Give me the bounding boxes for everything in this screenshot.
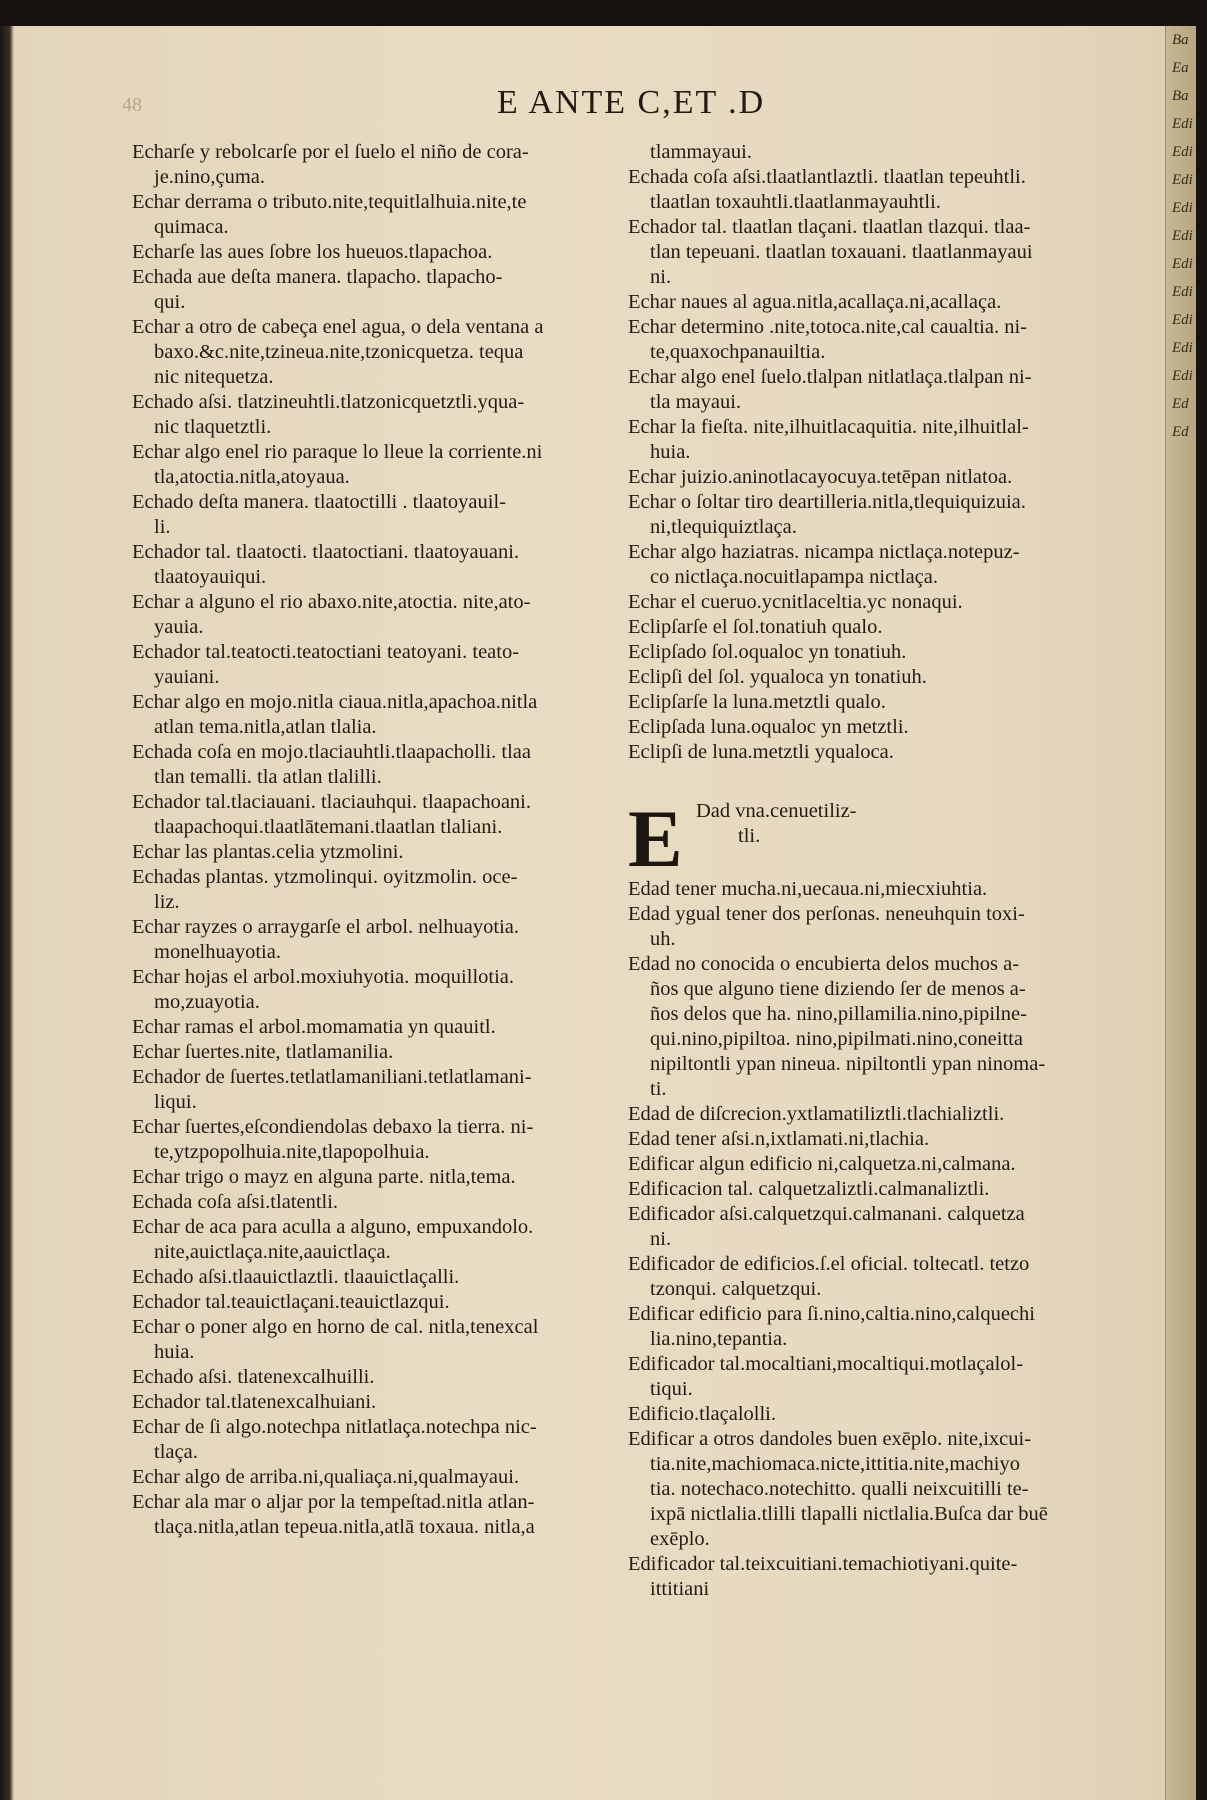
dictionary-entry-line: Echadas plantas. ytzmolinqui. oyitzmolin. oce- (132, 866, 518, 888)
dictionary-entry-line: Echar determino .nite,totoca.nite,cal caualtia. ni- (628, 316, 1027, 338)
margin-fragment: Edi (1172, 312, 1193, 328)
dictionary-entry-line: Echador tal.teauictlaçani.teauictlazqui. (132, 1291, 450, 1313)
margin-fragment: Edi (1172, 116, 1193, 132)
entry-continuation-line: tlan temalli. tla atlan tlalilli. (154, 766, 382, 788)
entry-continuation-line: huia. (154, 1341, 195, 1363)
entry-continuation-line: tlaatoyauiqui. (154, 566, 267, 588)
dictionary-entry-line: Echar algo haziatras. nicampa nictlaça.notepuz- (628, 541, 1020, 563)
entry-continuation-line: tlammayaui. (650, 141, 752, 163)
book-page (0, 26, 1196, 1800)
dictionary-entry-line: Echada aue deſta manera. tlapacho. tlapacho- (132, 266, 503, 288)
entry-continuation-line: tlaça. (154, 1441, 198, 1463)
right-column-top-entries (628, 140, 1098, 765)
dictionary-entry-line: Echarſe las aues ſobre los hueuos.tlapachoa. (132, 241, 493, 263)
drop-cap-line: tli. (738, 825, 761, 847)
dictionary-entry-line: Eclipſada luna.oqualoc yn metztli. (628, 716, 909, 738)
left-column (132, 140, 602, 1540)
dictionary-entry-line: Echado deſta manera. tlaatoctilli . tlaatoyauil- (132, 491, 506, 513)
entry-continuation-line: tlan tepeuani. tlaatlan toxauani. tlaatlanmayaui (650, 241, 1033, 263)
dictionary-entry-line: Echar derrama o tributo.nite,tequitlalhuia.nite,te (132, 191, 527, 213)
dictionary-entry-line: Eclipſi del ſol. yqualoca yn tonatiuh. (628, 666, 927, 688)
dictionary-entry-line: Echar juizio.aninotlacayocuya.tetēpan nitlatoa. (628, 466, 1013, 488)
entry-continuation-line: tla,atoctia.nitla,atoyaua. (154, 466, 350, 488)
dictionary-entry-line: Echador tal.tlaciauani. tlaciauhqui. tlaapachoani. (132, 791, 531, 813)
dictionary-entry-line: Echar a otro de cabeça enel agua, o dela ventana a (132, 316, 544, 338)
entry-continuation-line: tiqui. (650, 1378, 693, 1400)
dictionary-entry-line: Echador tal.teatocti.teatoctiani teatoyani. teato- (132, 641, 520, 663)
entry-continuation-line: quimaca. (154, 216, 229, 238)
folio-number: 48 (122, 94, 142, 116)
right-column-bottom-entries (628, 877, 1098, 1602)
entry-continuation-line: tlaatlan toxauhtli.tlaatlanmayauhtli. (650, 191, 941, 213)
dictionary-entry-line: Echar hojas el arbol.moxiuhyotia. moquillotia. (132, 966, 515, 988)
dictionary-entry-line: Edificador tal.mocaltiani,mocaltiqui.motlaçalol- (628, 1353, 1024, 1375)
dictionary-entry-line: Edad tener aſsi.n,ixtlamati.ni,tlachia. (628, 1128, 930, 1150)
entry-continuation-line: mo,zuayotia. (154, 991, 260, 1013)
entry-continuation-line: ittitiani (650, 1578, 710, 1600)
dictionary-entry-line: Echar el cueruo.ycnitlaceltia.yc nonaqui. (628, 591, 963, 613)
entry-continuation-line: qui.nino,pipiltoa. nino,pipilmati.nino,coneitta (650, 1028, 1023, 1050)
adjacent-page-margin (1165, 26, 1196, 1800)
margin-fragment: Ea (1172, 60, 1189, 76)
margin-fragment: Ed (1172, 424, 1189, 440)
margin-fragment: Edi (1172, 340, 1193, 356)
dictionary-entry-line: Echador tal.tlatenexcalhuiani. (132, 1391, 377, 1413)
entry-continuation-line: monelhuayotia. (154, 941, 281, 963)
dictionary-entry-line: Echar rayzes o arraygarſe el arbol. nelhuayotia. (132, 916, 520, 938)
dictionary-entry-line: Echar las plantas.celia ytzmolini. (132, 841, 404, 863)
dictionary-entry-line: Edificar algun edificio ni,calquetza.ni,calmana. (628, 1153, 1016, 1175)
page-gutter-shadow (0, 26, 14, 1800)
entry-continuation-line: tlaapachoqui.tlaatlātemani.tlaatlan tlaliani. (154, 816, 503, 838)
dictionary-entry-line: Echar de ſi algo.notechpa nitlatlaça.notechpa nic- (132, 1416, 537, 1438)
dictionary-entry-line: Edificio.tlaçalolli. (628, 1403, 777, 1425)
entry-continuation-line: liz. (154, 891, 180, 913)
entry-continuation-line: uh. (650, 928, 676, 950)
right-column (628, 140, 1098, 1602)
dictionary-entry-line: Echar de aca para aculla a alguno, empuxandolo. (132, 1216, 534, 1238)
entry-continuation-line: ni. (650, 266, 672, 288)
dictionary-entry-line: Edificador aſsi.calquetzqui.calmanani. calquetza (628, 1203, 1025, 1225)
entry-continuation-line: co nictlaça.nocuitlapampa nictlaça. (650, 566, 938, 588)
dictionary-entry-line: Echar a alguno el rio abaxo.nite,atoctia. nite,ato- (132, 591, 531, 613)
section-initial-block (628, 793, 1098, 884)
entry-continuation-line: yauiani. (154, 666, 220, 688)
dictionary-entry-line: Echarſe y rebolcarſe por el ſuelo el niño de cora- (132, 141, 529, 163)
entry-continuation-line: ti. (650, 1078, 667, 1100)
margin-fragment: Edi (1172, 256, 1193, 272)
entry-continuation-line: liqui. (154, 1091, 197, 1113)
margin-fragment: Edi (1172, 228, 1193, 244)
entry-continuation-line: tlaça.nitla,atlan tepeua.nitla,atlā toxaua. nitla,a (154, 1516, 535, 1538)
dictionary-entry-line: Echado aſsi.tlaauictlaztli. tlaauictlaçalli. (132, 1266, 460, 1288)
dictionary-entry-line: Eclipſado ſol.oqualoc yn tonatiuh. (628, 641, 907, 663)
section-break (628, 765, 1098, 799)
dictionary-entry-line: Edificar edificio para ſi.nino,caltia.nino,calquechi (628, 1303, 1035, 1325)
entry-continuation-line: ños que alguno tiene diziendo ſer de menos a- (650, 978, 1026, 1000)
entry-continuation-line: nic nitequetza. (154, 366, 274, 388)
entry-continuation-line: ni,tlequiquiztlaça. (650, 516, 797, 538)
margin-fragment: Edi (1172, 368, 1193, 384)
dictionary-entry-line: Echar algo enel rio paraque lo lleue la corriente.ni (132, 441, 543, 463)
dictionary-entry-line: Echar ſuertes.nite, tlatlamanilia. (132, 1041, 394, 1063)
dictionary-entry-line: Echar la fieſta. nite,ilhuitlacaquitia. nite,ilhuitlal- (628, 416, 1029, 438)
dictionary-entry-line: Echada coſa en mojo.tlaciauhtli.tlaapacholli. tlaa (132, 741, 532, 763)
dictionary-entry-line: Echar naues al agua.nitla,acallaça.ni,acallaça. (628, 291, 1002, 313)
dictionary-entry-line: Edificador tal.teixcuitiani.temachiotiyani.quite- (628, 1553, 1018, 1575)
running-head: E ANTE C,ET .D (497, 84, 766, 121)
dictionary-entry-line: Edad ygual tener dos perſonas. neneuhquin toxi- (628, 903, 1025, 925)
margin-fragment: Ba (1172, 88, 1189, 104)
dictionary-entry-line: Eclipſarſe el ſol.tonatiuh qualo. (628, 616, 883, 638)
entry-continuation-line: nic tlaquetztli. (154, 416, 272, 438)
entry-continuation-line: nipiltontli ypan nineua. nipiltontli ypan ninoma- (650, 1053, 1046, 1075)
dictionary-entry-line: Echar trigo o mayz en alguna parte. nitla,tema. (132, 1166, 516, 1188)
entry-continuation-line: atlan tema.nitla,atlan tlalia. (154, 716, 377, 738)
entry-continuation-line: tzonqui. calquetzqui. (650, 1278, 822, 1300)
dictionary-entry-line: Edificar a otros dandoles buen exēplo. nite,ixcui- (628, 1428, 1032, 1450)
entry-continuation-line: qui. (154, 291, 186, 313)
margin-fragment: Edi (1172, 200, 1193, 216)
dictionary-entry-line: Echar ſuertes,eſcondiendolas debaxo la tierra. ni- (132, 1116, 534, 1138)
dictionary-entry-line: Echar algo de arriba.ni,qualiaça.ni,qualmayaui. (132, 1466, 520, 1488)
dictionary-entry-line: Echar ala mar o aljar por la tempeſtad.nitla atlan- (132, 1491, 535, 1513)
dictionary-entry-line: Echar algo en mojo.nitla ciaua.nitla,apachoa.nitla (132, 691, 538, 713)
dictionary-entry-line: Echar o ſoltar tiro deartilleria.nitla,tlequiquizuia. (628, 491, 1026, 513)
entry-continuation-line: tla mayaui. (650, 391, 742, 413)
dictionary-entry-line: Echar algo enel ſuelo.tlalpan nitlatlaça.tlalpan ni- (628, 366, 1032, 388)
margin-fragment: Ba (1172, 32, 1189, 48)
entry-continuation-line: lia.nino,tepantia. (650, 1328, 788, 1350)
entry-continuation-line: exēplo. (650, 1528, 710, 1550)
dictionary-entry-line: Echador tal. tlaatlan tlaçani. tlaatlan tlazqui. tlaa- (628, 216, 1031, 238)
drop-cap-line: Dad vna.cenuetiliz- (696, 800, 857, 822)
dictionary-entry-line: Eclipſarſe la luna.metztli qualo. (628, 691, 886, 713)
dictionary-entry-line: Eclipſi de luna.metztli yqualoca. (628, 741, 894, 763)
dictionary-entry-line: Echar ramas el arbol.momamatia yn quauitl. (132, 1016, 496, 1038)
dictionary-entry-line: Echador tal. tlaatocti. tlaatoctiani. tlaatoyauani. (132, 541, 520, 563)
dictionary-entry-line: Echador de ſuertes.tetlatlamaniliani.tetlatlamani- (132, 1066, 532, 1088)
dictionary-entry-line: Echar o poner algo en horno de cal. nitla,tenexcal (132, 1316, 539, 1338)
entry-continuation-line: nite,auictlaça.nite,aauictlaça. (154, 1241, 391, 1263)
entry-continuation-line: tia.nite,machiomaca.nicte,ittitia.nite,machiyo (650, 1453, 1021, 1475)
dictionary-entry-line: Echada coſa aſsi.tlatentli. (132, 1191, 339, 1213)
entry-continuation-line: te,quaxochpanauiltia. (650, 341, 826, 363)
entry-continuation-line: ixpā nictlalia.tlilli tlapalli nictlalia.Buſca dar buē (650, 1503, 1048, 1525)
margin-fragment: Edi (1172, 144, 1193, 160)
entry-continuation-line: te,ytzpopolhuia.nite,tlapopolhuia. (154, 1141, 430, 1163)
dictionary-entry-line: Echado aſsi. tlatzineuhtli.tlatzonicquetztli.yqua- (132, 391, 525, 413)
dictionary-entry-line: Edad no conocida o encubierta delos muchos a- (628, 953, 1020, 975)
entry-continuation-line: yauia. (154, 616, 204, 638)
dictionary-entry-line: Edad de diſcrecion.yxtlamatiliztli.tlachializtli. (628, 1103, 1005, 1125)
dictionary-entry-line: Edificacion tal. calquetzaliztli.calmanaliztli. (628, 1178, 990, 1200)
dictionary-entry-line: Echado aſsi. tlatenexcalhuilli. (132, 1366, 375, 1388)
margin-fragment: Edi (1172, 172, 1193, 188)
dictionary-entry-line: Edificador de edificios.ſ.el oficial. toltecatl. tetzo (628, 1253, 1030, 1275)
entry-continuation-line: tia. notechaco.notechitto. qualli neixcuitilli te- (650, 1478, 1029, 1500)
entry-continuation-line: huia. (650, 441, 691, 463)
drop-cap-initial: E (628, 793, 683, 884)
margin-fragment: Edi (1172, 284, 1193, 300)
entry-continuation-line: baxo.&c.nite,tzineua.nite,tzonicquetza. tequa (154, 341, 524, 363)
entry-continuation-line: je.nino,çuma. (154, 166, 266, 188)
dictionary-entry-line: Edad tener mucha.ni,uecaua.ni,miecxiuhtia. (628, 878, 988, 900)
entry-continuation-line: ños delos que ha. nino,pillamilia.nino,pipilne- (650, 1003, 1027, 1025)
dictionary-entry-line: Echada coſa aſsi.tlaatlantlaztli. tlaatlan tepeuhtli. (628, 166, 1026, 188)
entry-continuation-line: li. (154, 516, 171, 538)
entry-continuation-line: ni. (650, 1228, 672, 1250)
margin-fragment: Ed (1172, 396, 1189, 412)
